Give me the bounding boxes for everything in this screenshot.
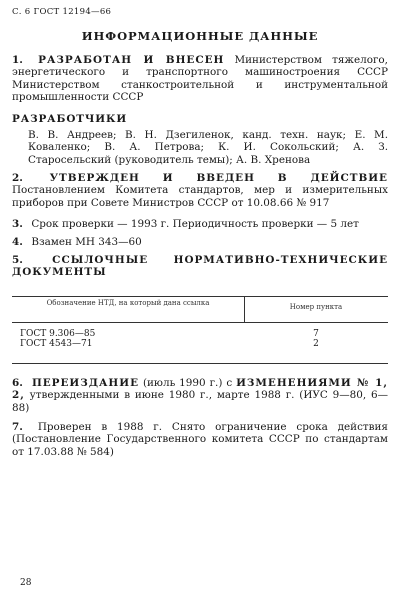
table-header-document: Обозначение НТД, на который дана ссылка — [46, 299, 210, 307]
item-2-text: Постановлением Комитета стандартов, мер и измерительных приборов при Совете Министров СССР от 10.08.66 № 917 — [12, 184, 388, 209]
item-4-number: 4. — [12, 236, 23, 248]
table-cell-document: ГОСТ 4543—71 — [20, 339, 93, 349]
item-6-number: 6. — [12, 377, 23, 389]
item-3-number: 3. — [12, 218, 23, 230]
item-1-text: Министерством тяжелого, энергетического и транспортного машиностроения СССР Министерством станкостроительной и инструментальной промышленности СССР — [12, 54, 388, 104]
item-3-text: Срок проверки — 1993 г. Периодичность проверки — 5 лет — [31, 218, 359, 230]
table-cell-clause: 2 — [313, 339, 319, 349]
item-6-date: (июль 1990 г.) — [142, 377, 223, 389]
item-5-number: 5. — [12, 254, 23, 266]
section-title: ИНФОРМАЦИОННЫЕ ДАННЫЕ — [81, 29, 319, 43]
table-column-divider — [244, 296, 245, 322]
table-cell-document: ГОСТ 9.306—85 — [20, 329, 96, 339]
item-4-text: Взамен МН 343—60 — [31, 236, 142, 248]
item-1-heading: РАЗРАБОТАН И ВНЕСЕН — [38, 54, 225, 66]
item-1-number: 1. — [12, 54, 23, 66]
item-2-heading: УТВЕРЖДЕН И ВВЕДЕН В ДЕЙСТВИЕ — [49, 172, 388, 184]
developers-list: В. В. Андреев; В. Н. Дзегиленок, канд. техн. наук; Е. М. Коваленко; В. А. Петрова; К. И. Сокольский; А. З. Старосельский (руководитель темы); А. В. Хренова — [28, 129, 388, 166]
item-6-changes-heading: ИЗМЕНЕНИЯМИ № 1, 2, — [12, 377, 388, 402]
item-5-heading: ССЫЛОЧНЫЕ НОРМАТИВНО-ТЕХНИЧЕСКИЕ ДОКУМЕНТЫ — [12, 254, 388, 279]
developers-heading: РАЗРАБОТЧИКИ — [12, 113, 128, 125]
item-6-heading: ПЕРЕИЗДАНИЕ — [31, 377, 139, 389]
item-1 — [12, 54, 388, 104]
table-top-rule — [12, 296, 388, 297]
item-7-number: 7. — [12, 421, 23, 433]
item-7 — [12, 421, 388, 458]
item-6-text: утвержденными в июне 1980 г., марте 1988 г. (ИУС 9—80, 6—88) — [12, 389, 388, 414]
table-bottom-rule — [12, 363, 388, 364]
item-6-link-word: с — [226, 377, 233, 389]
item-2 — [12, 172, 388, 209]
item-3 — [12, 218, 388, 230]
page-number: 28 — [20, 578, 32, 588]
page-header: С. 6 ГОСТ 12194—66 — [12, 7, 112, 17]
table-header-rule — [12, 322, 388, 323]
item-5 — [12, 254, 388, 279]
item-2-number: 2. — [12, 172, 23, 184]
item-7-text: Проверен в 1988 г. Снято ограничение срока действия (Постановление Государственного комитета СССР по стандартам от 17.03.88 № 584) — [12, 421, 388, 458]
table-cell-clause: 7 — [313, 329, 319, 339]
item-4 — [12, 236, 388, 248]
table-header-clause: Номер пункта — [289, 303, 343, 311]
item-6 — [12, 377, 388, 414]
